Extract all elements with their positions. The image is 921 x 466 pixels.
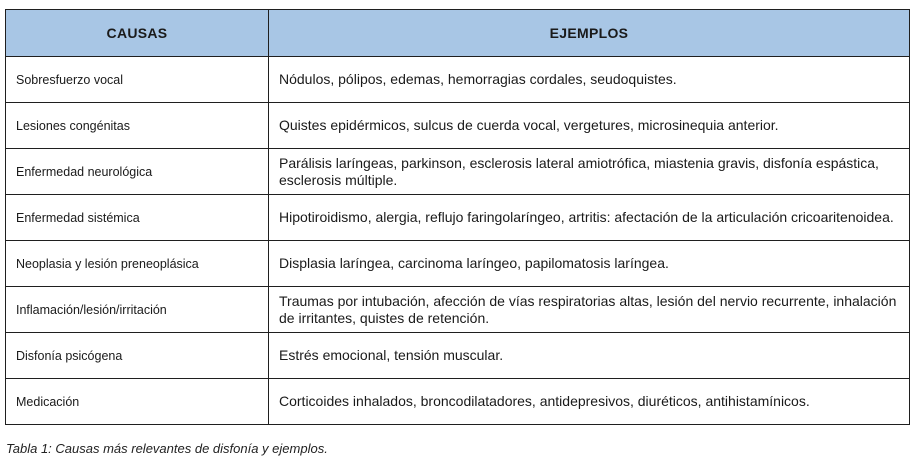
table-caption: Tabla 1: Causas más relevantes de disfonía y ejemplos.: [6, 441, 328, 456]
table-row: [6, 379, 910, 425]
example-cell: Corticoides inhalados, broncodilatadores, antidepresivos, diuréticos, antihistamínicos.: [269, 379, 910, 425]
table-row: [6, 195, 910, 241]
example-cell: Quistes epidérmicos, sulcus de cuerda vocal, vergetures, microsinequia anterior.: [269, 103, 910, 149]
example-cell: Hipotiroidismo, alergia, reflujo faringolaríngeo, artritis: afectación de la articulación cricoaritenoidea.: [269, 195, 910, 241]
example-cell: Traumas por intubación, afección de vías respiratorias altas, lesión del nervio recurrente, inhalación de irritantes, quistes de retención.: [269, 287, 910, 333]
cause-cell: Disfonía psicógena: [6, 333, 269, 379]
table-row: [6, 149, 910, 195]
cause-cell: Medicación: [6, 379, 269, 425]
table-row: [6, 241, 910, 287]
table-row: [6, 287, 910, 333]
example-cell: Parálisis laríngeas, parkinson, esclerosis lateral amiotrófica, miastenia gravis, disfonía espástica, esclerosis múltiple.: [269, 149, 910, 195]
cause-cell: Lesiones congénitas: [6, 103, 269, 149]
cause-cell: Neoplasia y lesión preneoplásica: [6, 241, 269, 287]
example-cell: Estrés emocional, tensión muscular.: [269, 333, 910, 379]
cause-cell: Inflamación/lesión/irritación: [6, 287, 269, 333]
cause-cell: Enfermedad sistémica: [6, 195, 269, 241]
header-examples: EJEMPLOS: [269, 10, 910, 57]
causes-table: [5, 9, 910, 425]
cause-cell: Enfermedad neurológica: [6, 149, 269, 195]
table-row: [6, 333, 910, 379]
cause-cell: Sobresfuerzo vocal: [6, 57, 269, 103]
table-row: [6, 57, 910, 103]
header-causes: CAUSAS: [6, 10, 269, 57]
table-header-row: [6, 10, 910, 57]
example-cell: Displasia laríngea, carcinoma laríngeo, papilomatosis laríngea.: [269, 241, 910, 287]
example-cell: Nódulos, pólipos, edemas, hemorragias cordales, seudoquistes.: [269, 57, 910, 103]
table-row: [6, 103, 910, 149]
